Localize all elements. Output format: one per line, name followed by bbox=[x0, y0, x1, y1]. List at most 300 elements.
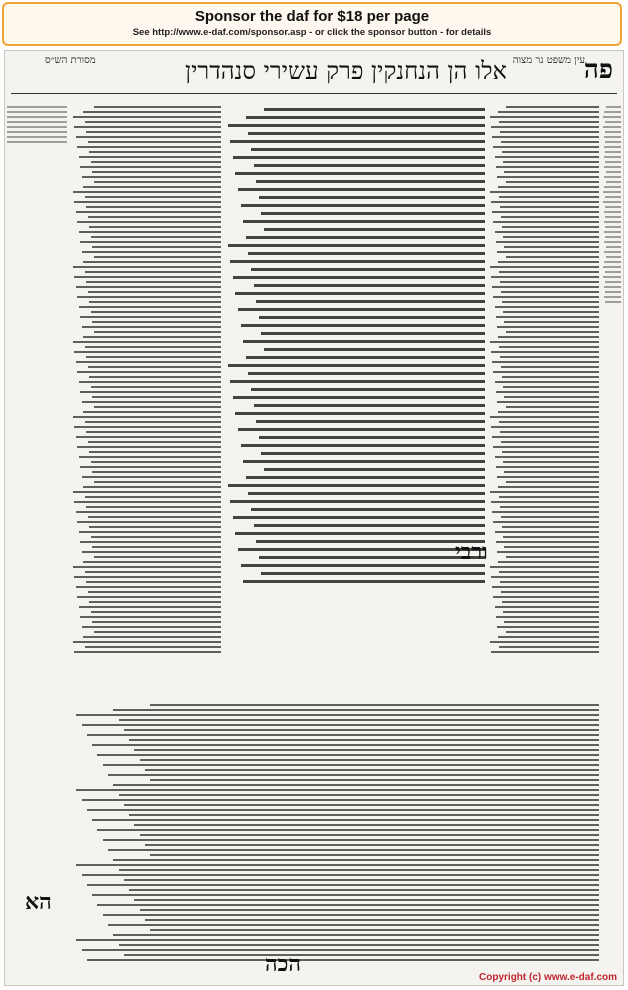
text-line bbox=[92, 246, 221, 248]
text-line bbox=[502, 301, 599, 303]
text-line bbox=[129, 739, 599, 741]
text-line bbox=[228, 484, 485, 487]
text-line bbox=[604, 231, 621, 233]
text-line bbox=[86, 131, 221, 133]
text-line bbox=[119, 869, 599, 871]
text-line bbox=[80, 616, 221, 618]
text-line bbox=[603, 201, 621, 203]
text-line bbox=[506, 331, 600, 333]
text-line bbox=[150, 704, 599, 706]
text-line bbox=[502, 601, 599, 603]
talmud-page bbox=[4, 50, 624, 986]
text-line bbox=[492, 436, 599, 438]
text-line bbox=[492, 586, 599, 588]
text-line bbox=[500, 131, 599, 133]
text-line bbox=[92, 894, 599, 896]
text-line bbox=[497, 476, 599, 478]
text-line bbox=[80, 466, 221, 468]
text-line bbox=[113, 709, 599, 711]
sponsor-title: Sponsor the daf for $18 per page bbox=[194, 8, 430, 25]
text-line bbox=[73, 566, 222, 568]
text-line bbox=[261, 572, 485, 575]
text-line bbox=[124, 879, 599, 881]
text-line bbox=[496, 316, 599, 318]
text-line bbox=[502, 451, 599, 453]
text-line bbox=[79, 456, 222, 458]
text-line bbox=[89, 376, 221, 378]
text-line bbox=[145, 919, 599, 921]
text-line bbox=[499, 346, 599, 348]
text-line bbox=[87, 884, 599, 886]
text-line bbox=[501, 216, 599, 218]
text-line bbox=[89, 526, 221, 528]
text-line bbox=[605, 196, 621, 198]
text-line bbox=[501, 141, 599, 143]
text-line bbox=[503, 386, 599, 388]
text-line bbox=[491, 426, 599, 428]
text-line bbox=[77, 221, 221, 223]
text-line bbox=[500, 281, 599, 283]
text-line bbox=[499, 571, 599, 573]
text-line bbox=[89, 151, 221, 153]
text-line bbox=[604, 221, 621, 223]
text-line bbox=[500, 581, 599, 583]
text-line bbox=[491, 126, 599, 128]
text-line bbox=[129, 814, 599, 816]
text-line bbox=[150, 779, 599, 781]
text-line bbox=[506, 481, 600, 483]
text-line bbox=[503, 236, 599, 238]
text-line bbox=[500, 431, 599, 433]
text-line bbox=[504, 171, 599, 173]
text-line bbox=[498, 186, 599, 188]
text-line bbox=[140, 909, 599, 911]
text-line bbox=[254, 164, 485, 167]
text-line bbox=[82, 476, 222, 478]
text-line bbox=[493, 371, 599, 373]
text-line bbox=[88, 366, 222, 368]
text-line bbox=[496, 241, 599, 243]
text-line bbox=[243, 460, 485, 463]
text-line bbox=[233, 516, 485, 519]
text-line bbox=[134, 824, 599, 826]
text-line bbox=[124, 954, 599, 956]
text-line bbox=[74, 501, 221, 503]
text-line bbox=[76, 939, 599, 941]
text-line bbox=[603, 266, 621, 268]
text-line bbox=[228, 124, 485, 127]
text-line bbox=[76, 436, 222, 438]
text-line bbox=[88, 516, 222, 518]
text-line bbox=[238, 308, 485, 311]
text-line bbox=[82, 724, 599, 726]
text-line bbox=[490, 491, 599, 493]
text-line bbox=[92, 471, 221, 473]
text-line bbox=[499, 421, 599, 423]
text-line bbox=[76, 286, 222, 288]
text-line bbox=[91, 461, 222, 463]
text-line bbox=[150, 929, 599, 931]
text-line bbox=[604, 176, 621, 178]
text-line bbox=[605, 161, 621, 163]
text-line bbox=[503, 161, 599, 163]
text-line bbox=[85, 271, 222, 273]
text-line bbox=[492, 211, 599, 213]
text-line bbox=[85, 646, 222, 648]
text-line bbox=[493, 146, 599, 148]
text-line bbox=[79, 531, 222, 533]
text-line bbox=[501, 516, 599, 518]
text-line bbox=[496, 541, 599, 543]
text-line bbox=[605, 131, 621, 133]
text-line bbox=[490, 191, 599, 193]
text-line bbox=[497, 176, 599, 178]
text-line bbox=[88, 216, 222, 218]
text-line bbox=[606, 106, 621, 108]
text-line bbox=[82, 326, 222, 328]
text-line bbox=[80, 391, 221, 393]
text-line bbox=[498, 411, 599, 413]
text-line bbox=[264, 228, 485, 231]
text-line bbox=[241, 204, 485, 207]
text-line bbox=[86, 581, 221, 583]
text-line bbox=[74, 276, 221, 278]
text-line bbox=[498, 261, 599, 263]
text-line bbox=[77, 521, 221, 523]
text-line bbox=[496, 391, 599, 393]
text-line bbox=[113, 934, 599, 936]
text-line bbox=[108, 924, 599, 926]
text-line bbox=[119, 944, 599, 946]
text-line bbox=[503, 536, 599, 538]
text-line bbox=[103, 764, 599, 766]
text-line bbox=[73, 641, 222, 643]
text-line bbox=[85, 346, 222, 348]
text-line bbox=[251, 388, 485, 391]
text-line bbox=[604, 156, 621, 158]
text-line bbox=[256, 180, 485, 183]
text-line bbox=[86, 206, 221, 208]
text-line bbox=[76, 511, 222, 513]
text-line bbox=[94, 181, 222, 183]
text-line bbox=[86, 356, 221, 358]
text-line bbox=[261, 212, 485, 215]
text-line bbox=[76, 211, 222, 213]
text-line bbox=[491, 351, 599, 353]
text-line bbox=[238, 548, 485, 551]
text-line bbox=[92, 321, 221, 323]
text-line bbox=[92, 744, 599, 746]
text-line bbox=[498, 336, 599, 338]
text-line bbox=[82, 949, 599, 951]
text-line bbox=[497, 251, 599, 253]
text-line bbox=[140, 759, 599, 761]
text-line bbox=[603, 116, 621, 118]
text-line bbox=[103, 914, 599, 916]
text-line bbox=[261, 452, 485, 455]
text-line bbox=[606, 181, 621, 183]
text-line bbox=[230, 140, 485, 143]
text-line bbox=[506, 631, 600, 633]
text-line bbox=[88, 291, 222, 293]
text-line bbox=[493, 296, 599, 298]
text-line bbox=[83, 561, 221, 563]
text-line bbox=[497, 326, 599, 328]
text-line bbox=[499, 271, 599, 273]
text-line bbox=[259, 196, 485, 199]
text-line bbox=[246, 476, 485, 479]
daf-number: פה bbox=[583, 55, 613, 85]
text-line bbox=[83, 636, 221, 638]
text-line bbox=[493, 521, 599, 523]
text-line bbox=[82, 176, 222, 178]
text-line bbox=[495, 156, 600, 158]
text-line bbox=[108, 774, 599, 776]
sponsor-banner[interactable] bbox=[2, 2, 622, 46]
text-line bbox=[504, 321, 599, 323]
text-line bbox=[73, 116, 222, 118]
text-line bbox=[233, 396, 485, 399]
text-line bbox=[77, 446, 221, 448]
text-line bbox=[605, 236, 621, 238]
text-line bbox=[603, 191, 621, 193]
text-line bbox=[606, 256, 621, 258]
text-line bbox=[503, 611, 599, 613]
text-line bbox=[85, 496, 222, 498]
text-line bbox=[604, 211, 621, 213]
right-margin-column bbox=[7, 103, 67, 983]
text-line bbox=[495, 456, 600, 458]
text-line bbox=[134, 749, 599, 751]
header-rule bbox=[11, 93, 617, 94]
text-line bbox=[230, 500, 485, 503]
text-line bbox=[491, 201, 599, 203]
text-line bbox=[83, 486, 221, 488]
text-line bbox=[85, 196, 222, 198]
text-line bbox=[264, 348, 485, 351]
text-line bbox=[140, 834, 599, 836]
text-line bbox=[605, 291, 621, 293]
text-line bbox=[86, 281, 221, 283]
text-line bbox=[503, 311, 599, 313]
text-line bbox=[493, 221, 599, 223]
text-line bbox=[490, 416, 599, 418]
text-line bbox=[605, 121, 621, 123]
text-line bbox=[119, 719, 599, 721]
text-line bbox=[604, 296, 621, 298]
text-line bbox=[490, 641, 599, 643]
text-line bbox=[91, 611, 222, 613]
text-line bbox=[500, 356, 599, 358]
text-line bbox=[256, 300, 485, 303]
text-line bbox=[94, 406, 222, 408]
text-line bbox=[605, 226, 621, 228]
text-line bbox=[502, 226, 599, 228]
text-line bbox=[495, 381, 600, 383]
text-line bbox=[264, 108, 485, 111]
text-line bbox=[501, 291, 599, 293]
text-line bbox=[248, 132, 485, 135]
text-line bbox=[82, 874, 599, 876]
text-line bbox=[73, 191, 222, 193]
text-line bbox=[82, 799, 599, 801]
text-line bbox=[150, 854, 599, 856]
text-line bbox=[85, 421, 222, 423]
text-line bbox=[235, 532, 485, 535]
text-line bbox=[86, 506, 221, 508]
text-line bbox=[490, 116, 599, 118]
text-line bbox=[506, 406, 600, 408]
text-line bbox=[92, 396, 221, 398]
text-line bbox=[76, 864, 599, 866]
text-line bbox=[91, 161, 222, 163]
text-line bbox=[605, 281, 621, 283]
text-line bbox=[92, 621, 221, 623]
text-line bbox=[76, 714, 599, 716]
text-line bbox=[79, 156, 222, 158]
text-line bbox=[108, 849, 599, 851]
text-line bbox=[497, 626, 599, 628]
text-line bbox=[256, 420, 485, 423]
text-line bbox=[230, 260, 485, 263]
text-line bbox=[91, 311, 222, 313]
text-line bbox=[246, 116, 485, 119]
text-line bbox=[498, 486, 599, 488]
text-line bbox=[94, 481, 222, 483]
text-line bbox=[83, 111, 221, 113]
text-line bbox=[80, 316, 221, 318]
text-line bbox=[498, 111, 599, 113]
text-line bbox=[73, 341, 222, 343]
text-line bbox=[491, 501, 599, 503]
text-line bbox=[241, 324, 485, 327]
text-line bbox=[233, 156, 485, 159]
text-line bbox=[604, 241, 621, 243]
text-line bbox=[605, 151, 621, 153]
text-line bbox=[74, 426, 221, 428]
text-line bbox=[606, 171, 621, 173]
sponsor-subtitle: See http://www.e-daf.com/sponsor.asp - or click the sponsor button - for details bbox=[132, 27, 492, 38]
page-title: אלו הן הנחנקין פרק עשירי סנהדרין bbox=[185, 57, 507, 85]
text-line bbox=[497, 401, 599, 403]
text-line bbox=[251, 268, 485, 271]
text-line bbox=[495, 531, 600, 533]
text-line bbox=[492, 361, 599, 363]
text-line bbox=[228, 244, 485, 247]
text-line bbox=[502, 376, 599, 378]
text-line bbox=[493, 446, 599, 448]
text-line bbox=[97, 904, 599, 906]
text-line bbox=[91, 386, 222, 388]
text-line bbox=[233, 276, 485, 279]
text-line bbox=[491, 651, 599, 653]
text-line bbox=[604, 111, 621, 113]
text-line bbox=[502, 526, 599, 528]
text-line bbox=[79, 606, 222, 608]
text-line bbox=[499, 646, 599, 648]
text-line bbox=[80, 241, 221, 243]
text-line bbox=[254, 404, 485, 407]
text-line bbox=[246, 356, 485, 359]
text-line bbox=[495, 306, 600, 308]
text-line bbox=[77, 596, 221, 598]
text-line bbox=[506, 181, 600, 183]
text-line bbox=[235, 292, 485, 295]
text-line bbox=[235, 172, 485, 175]
text-line bbox=[496, 616, 599, 618]
text-line bbox=[94, 331, 222, 333]
text-line bbox=[248, 492, 485, 495]
text-line bbox=[113, 859, 599, 861]
text-line bbox=[83, 336, 221, 338]
text-line bbox=[259, 436, 485, 439]
text-line bbox=[501, 591, 599, 593]
text-line bbox=[145, 844, 599, 846]
text-line bbox=[503, 461, 599, 463]
text-line bbox=[238, 428, 485, 431]
text-line bbox=[76, 586, 222, 588]
text-line bbox=[491, 576, 599, 578]
text-line bbox=[498, 636, 599, 638]
text-line bbox=[490, 566, 599, 568]
tosafot-column bbox=[489, 103, 599, 693]
text-line bbox=[79, 231, 222, 233]
text-line bbox=[87, 959, 599, 961]
text-line bbox=[254, 524, 485, 527]
text-line bbox=[504, 471, 599, 473]
text-line bbox=[504, 396, 599, 398]
text-line bbox=[243, 580, 485, 583]
text-line bbox=[241, 564, 485, 567]
text-line bbox=[254, 284, 485, 287]
text-line bbox=[500, 506, 599, 508]
text-line bbox=[73, 266, 222, 268]
text-line bbox=[504, 621, 599, 623]
text-line bbox=[83, 411, 221, 413]
text-line bbox=[606, 246, 621, 248]
text-line bbox=[92, 819, 599, 821]
text-line bbox=[74, 651, 221, 653]
text-line bbox=[500, 206, 599, 208]
left-margin-column bbox=[603, 103, 621, 983]
text-line bbox=[604, 251, 621, 253]
text-line bbox=[495, 606, 600, 608]
text-line bbox=[74, 351, 221, 353]
text-line bbox=[86, 431, 221, 433]
text-line bbox=[493, 596, 599, 598]
text-line bbox=[264, 468, 485, 471]
text-line bbox=[88, 441, 222, 443]
text-line bbox=[490, 266, 599, 268]
text-line bbox=[492, 286, 599, 288]
text-line bbox=[497, 551, 599, 553]
text-line bbox=[603, 126, 621, 128]
text-line bbox=[74, 201, 221, 203]
text-line bbox=[501, 366, 599, 368]
text-line bbox=[113, 784, 599, 786]
text-line bbox=[259, 316, 485, 319]
text-line bbox=[124, 729, 599, 731]
text-line bbox=[80, 541, 221, 543]
text-line bbox=[94, 631, 222, 633]
text-line bbox=[248, 252, 485, 255]
text-line bbox=[604, 286, 621, 288]
text-line bbox=[502, 151, 599, 153]
text-line bbox=[605, 301, 621, 303]
text-line bbox=[76, 361, 222, 363]
text-line bbox=[77, 371, 221, 373]
text-line bbox=[238, 188, 485, 191]
